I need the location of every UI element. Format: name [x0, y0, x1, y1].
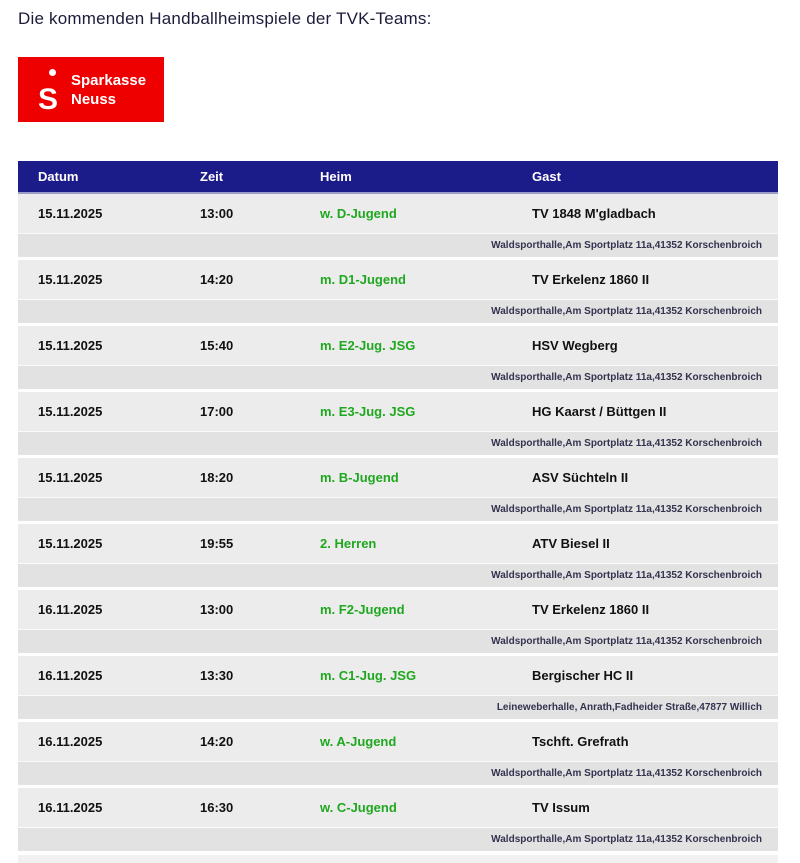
game-row [18, 788, 778, 828]
gast-cell: TV Erkelenz 1860 II [532, 602, 650, 617]
datum-cell: 15.11.2025 [38, 404, 103, 419]
sparkasse-logo-line1: Sparkasse [71, 71, 147, 89]
heim-cell: m. C1-Jug. JSG [320, 668, 417, 683]
sparkasse-neuss-logo[interactable] [18, 57, 164, 122]
sparkasse-s-icon: S [38, 67, 64, 113]
game-row [18, 392, 778, 432]
game-row [18, 524, 778, 564]
gast-cell: HSV Wegberg [532, 338, 618, 353]
zeit-cell: 13:00 [200, 206, 234, 221]
venue-row: Waldsporthalle,Am Sportplatz 11a,41352 Korschenbroich [18, 828, 778, 854]
zeit-cell: 13:30 [200, 668, 234, 683]
game-row [18, 656, 778, 696]
gast-cell: ATV Biesel II [532, 536, 610, 551]
games-table-header-row [18, 161, 778, 194]
datum-cell: 15.11.2025 [38, 338, 103, 353]
zeit-cell: 19:55 [200, 536, 234, 551]
heim-cell: m. B-Jugend [320, 470, 399, 485]
sparkasse-logo-text [71, 71, 146, 109]
venue-row: Leineweberhalle, Anrath,Fadheider Straße,47877 Willich [18, 696, 778, 722]
zeit-cell: 14:20 [200, 272, 234, 287]
game-row [18, 326, 778, 366]
datum-cell: 16.11.2025 [38, 734, 103, 749]
heim-cell: w. A-Jugend [320, 734, 397, 749]
datum-cell: 15.11.2025 [38, 272, 103, 287]
zeit-cell: 16:30 [200, 800, 234, 815]
column-header-datum: Datum [38, 169, 79, 184]
gast-cell: Bergischer HC II [532, 668, 634, 683]
gast-cell: TV 1848 M'gladbach [532, 206, 656, 221]
venue-row: Waldsporthalle,Am Sportplatz 11a,41352 Korschenbroich [18, 234, 778, 260]
heim-cell: m. D1-Jugend [320, 272, 406, 287]
game-row [18, 458, 778, 498]
game-row [18, 590, 778, 630]
game-row [18, 722, 778, 762]
venue-row: Waldsporthalle,Am Sportplatz 11a,41352 Korschenbroich [18, 300, 778, 326]
venue-row: Waldsporthalle,Am Sportplatz 11a,41352 Korschenbroich [18, 762, 778, 788]
datum-cell: 16.11.2025 [38, 668, 103, 683]
venue-row: Waldsporthalle,Am Sportplatz 11a,41352 Korschenbroich [18, 564, 778, 590]
zeit-cell: 14:20 [200, 734, 234, 749]
datum-cell: 15.11.2025 [38, 470, 103, 485]
gast-cell: TV Erkelenz 1860 II [532, 272, 650, 287]
column-header-zeit: Zeit [200, 169, 224, 184]
page-title: Die kommenden Handballheimspiele der TVK-Teams: [18, 9, 432, 28]
zeit-cell: 18:20 [200, 470, 234, 485]
column-header-heim: Heim [320, 169, 352, 184]
venue-row: Waldsporthalle,Am Sportplatz 11a,41352 Korschenbroich [18, 630, 778, 656]
games-table [18, 161, 778, 863]
gast-cell: ASV Süchteln II [532, 470, 629, 485]
heim-cell: 2. Herren [320, 536, 377, 551]
zeit-cell: 13:00 [200, 602, 234, 617]
datum-cell: 15.11.2025 [38, 206, 103, 221]
zeit-cell: 17:00 [200, 404, 234, 419]
game-row [18, 260, 778, 300]
datum-cell: 16.11.2025 [38, 800, 103, 815]
gast-cell: TV Issum [532, 800, 590, 815]
venue-row: Waldsporthalle,Am Sportplatz 11a,41352 Korschenbroich [18, 498, 778, 524]
venue-row: Waldsporthalle,Am Sportplatz 11a,41352 Korschenbroich [18, 432, 778, 458]
heim-cell: w. D-Jugend [320, 206, 397, 221]
venue-row: Waldsporthalle,Am Sportplatz 11a,41352 Korschenbroich [18, 366, 778, 392]
heim-cell: m. E2-Jug. JSG [320, 338, 416, 353]
datum-cell: 16.11.2025 [38, 602, 103, 617]
column-header-gast: Gast [532, 169, 561, 184]
partial-next-row [18, 854, 778, 863]
gast-cell: HG Kaarst / Büttgen II [532, 404, 667, 419]
heim-cell: m. E3-Jug. JSG [320, 404, 416, 419]
games-table-body [18, 194, 778, 854]
sparkasse-logo-line2: Neuss [71, 90, 117, 108]
heim-cell: m. F2-Jugend [320, 602, 405, 617]
gast-cell: Tschft. Grefrath [532, 734, 629, 749]
game-row [18, 194, 778, 234]
heim-cell: w. C-Jugend [320, 800, 397, 815]
datum-cell: 15.11.2025 [38, 536, 103, 551]
zeit-cell: 15:40 [200, 338, 234, 353]
